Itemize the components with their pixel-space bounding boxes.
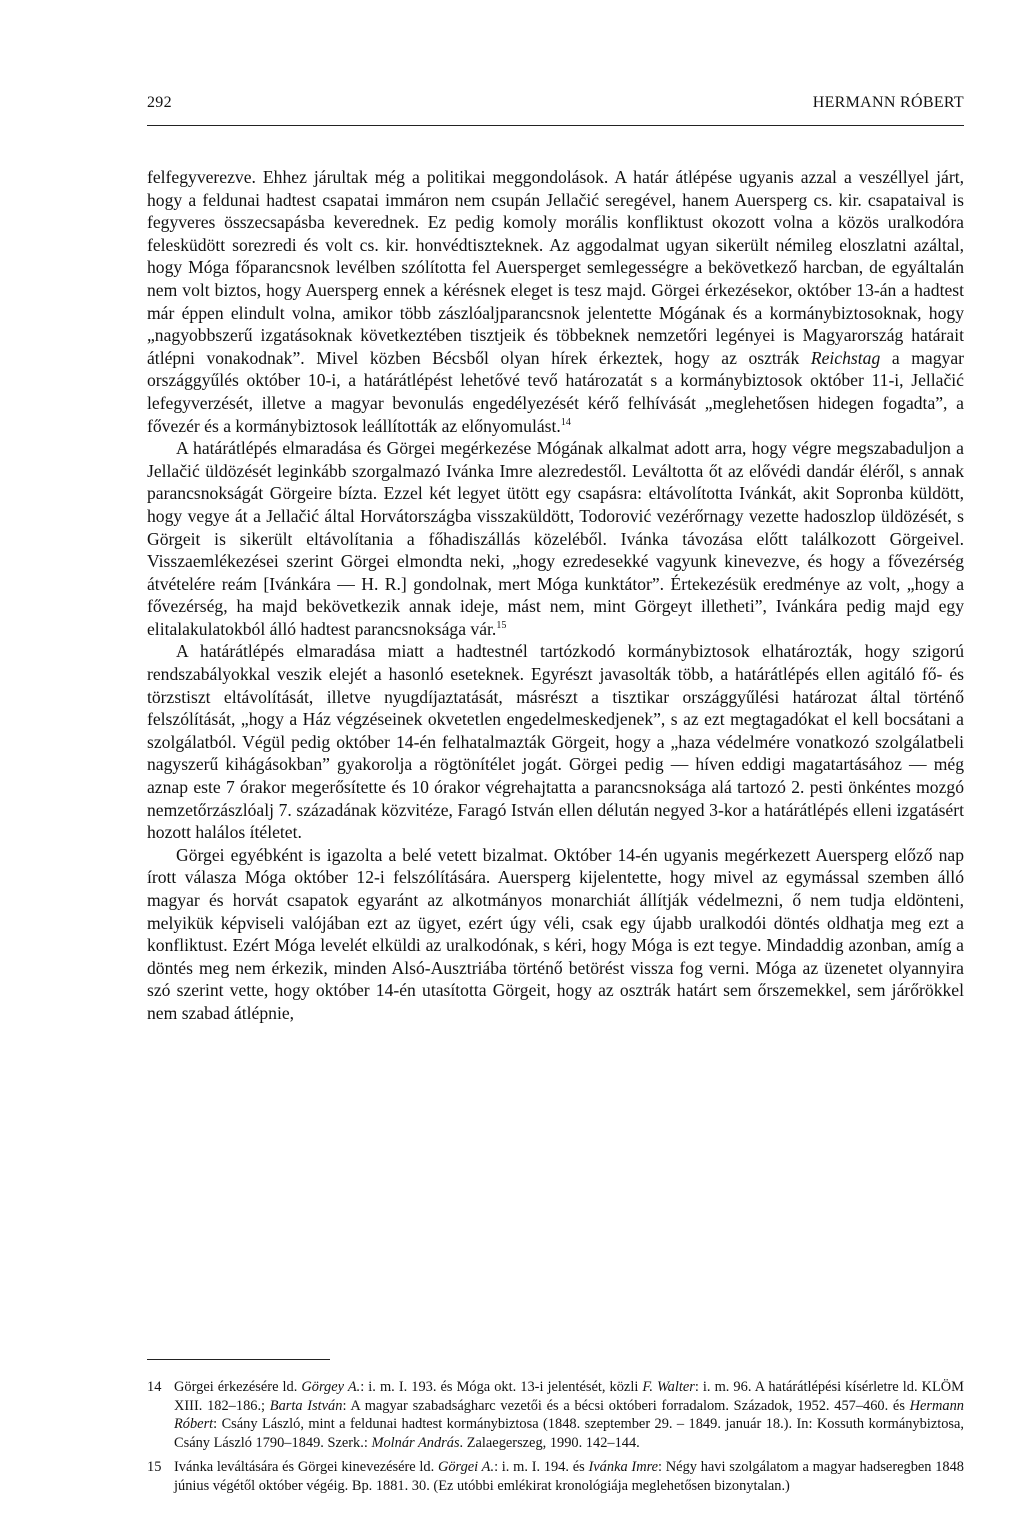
- footnote-rule: [147, 1359, 330, 1360]
- paragraph-2: A határátlépés elmaradása és Görgei megérkezése Mógának alkalmat adott arra, hogy végre megszabaduljon a Jellačić üldözését leginkább szorgalmazó Ivánka Imre alezredestől. Leváltotta őt az elővédi dandár éléről, s annak parancsnokságát Görgeire bízta. Ezzel két legyet ütött egy csapásra: eltávolította Ivánkát, akit Sopronba küldött, hogy vegye át a Jellačić által Horvátországba visszaküldött, Todorović vezérőrnagy vezette hadoszlop üldözését, s Görgeit is sikerült eltávolítania a főhadiszállás közeléből. Ivánka távozása előtt találkozott Görgeivel. Visszaemlékezései szerint Görgei elmondta neki, „hogy ezredesekké vagyunk kinevezve, és hogy a fővezérség átvételére reám [Ivánkára — H. R.] gondolnak, mert Móga kunktátor”. Értekezésük eredménye az volt, „hogy a fővezérség, ha majd bekövetkezik annak ideje, mást nem, mint Görgeyt illetheti”, Ivánkára pedig majd egy elitalakulatokból álló hadtest parancsnoksága vár.$^{15}$: [147, 438, 964, 639]
- footnotes: [147, 1378, 964, 1502]
- footnote-14: 14 Görgei érkezésére ld. Görgey A.: i. m. I. 193. és Móga okt. 13-i jelentését, közli F. Walter: i. m. 96. A határátlépési kísérletre ld. KLÖM XIII. 182–186.; Barta István: A magyar szabadságharc vezetői és a bécsi októberi forradalom. Századok, 1952. 457–460. és Hermann Róbert: Csány László, mint a feldunai hadtest kormánybiztosa (1848. szeptember 29. – 1849. január 18.). In: Kossuth kormánybiztosa, Csány László 1790–1849. Szerk.: Molnár András. Zalaegerszeg, 1990. 142–144.: [147, 1379, 964, 1451]
- footnote-ref-15[interactable]: 15: [496, 620, 507, 632]
- paragraph-3: A határátlépés elmaradása miatt a hadtestnél tartózkodó kormánybiztosok elhatározták, hogy szigorú rendszabályokkal veszik elejét a hasonló eseteknek. Egyrészt javasolták több, a határátlépés ellen agitáló fő- és törzstiszt eltávolítását, illetve nyugdíjaztatását, másrészt a tisztikar országgyűlési határozat által történő felszólítását, „hogy a Ház végzéseinek okvetetlen engedelmeskedjenek”, s az ezt megtagadókat el kell bocsátani a szolgálatból. Végül pedig október 14-én felhatalmazták Görgeit, hogy a „haza védelmére vonatkozó szolgálatbeli nagyszerű kihágásokban” gyakorolja a rögtönítélet jogát. Görgei pedig — híven eddigi magatartásához — még aznap este 7 órakor megerősítette és 10 órakor végrehajtatta a parancsnoksága alá tartozó 2. pesti önkéntes mozgó nemzetőrzászlóalj 7. századának közvitéze, Faragó István ellen délután negyed 3-kor a határátlépés elleni izgatásért hozott halálos ítéletet.: [147, 641, 964, 843]
- footnote-15: 15 Ivánka leváltására és Görgei kinevezésére ld. Görgei A.: i. m. I. 194. és Ivánka Imre: Négy havi szolgálatom a magyar hadseregben 1848 június végétől október végéig. Bp. 1881. 30. (Ez utóbbi emlékirat kronológiája meglehetősen bizonytalan.): [147, 1459, 964, 1494]
- footnote-ref-14[interactable]: 14: [560, 416, 571, 428]
- footnote-number: 14: [147, 1379, 162, 1395]
- page-number: 292: [147, 94, 172, 111]
- footnote-number: 15: [147, 1459, 162, 1476]
- paragraph-1: felfegyverezve. Ehhez járultak még a politikai meggondolások. A határ átlépése ugyanis azzal a veszéllyel járt, hogy a feldunai hadtest csapatai immáron nem csupán Jellačić seregével, hanem Auersperg cs. kir. csapataival is fegyveres összecsapásba keverednek. Ez pedig komoly morális konfliktust okozott volna a közös uralkodóra felesküdött sorezredi és volt cs. kir. honvédtiszteknek. Az aggodalmat ugyan sikerült némileg eloszlatni azáltal, hogy Móga főparancsnok levélben szólította fel Auersperget semlegességre a bekövetkező harcban, de egyáltalán nem volt biztos, hogy Auersperg ennek a kérésnek eleget is tesz majd. Görgei érkezésekor, október 13-án a hadtest már éppen elindult volna, amikor több zászlóaljparancsnok jelentette Mógának és a kormánybiztosoknak, hogy „nagyobbszerű izgatásoknak következtében tisztjeik és többeknek nemzetőri legényei is Magyarország határait átlépni vonakodnak”. Mivel közben Bécsből olyan hírek érkeztek, hogy az osztrák Reichstag a magyar országgyűlés október 10-i, a határátlépést lehetővé tevő határozatát s a kormánybiztosok október 11-i, Jellačić lefegyverzését, illetve a magyar bevonulás engedélyezését kérő felhívását „meglehetősen hidegen fogadta”, a fővezér és a kormánybiztosok leállították az előnyomulást.$^{14}$: [147, 167, 964, 436]
- paragraph-4: Görgei egyébként is igazolta a belé vetett bizalmat. Október 14-én ugyanis megérkezett Auersperg előző nap írott válasza Móga október 12-i felszólítására. Auersperg kijelentette, hogy mivel az egymással szemben álló magyar és horvát csapatok egyaránt az alkotmányos monarchiát állítják védelmezni, ő nem tudja eldönteni, melyikük képviseli valójában ezt az ügyet, ezért úgy véli, csak egy újabb uralkodói döntés oldhatja meg ezt a konfliktust. Ezért Móga levelét elküldi az uralkodónak, s kéri, hogy Móga is ezt tegye. Mindaddig azonban, amíg a döntés meg nem érkezik, minden Alsó-Ausztriába történő betörést vissza fog verni. Móga az üzenetet olyannyira szó szerint vette, hogy október 14-én utasította Görgeit, hogy az osztrák határt sem őrszemekkel, sem járőrökkel nem szabad átlépnie,: [147, 844, 964, 1023]
- header-rule: [147, 125, 964, 126]
- running-title: HERMANN RÓBERT: [812, 94, 964, 111]
- body-text: [147, 166, 964, 1025]
